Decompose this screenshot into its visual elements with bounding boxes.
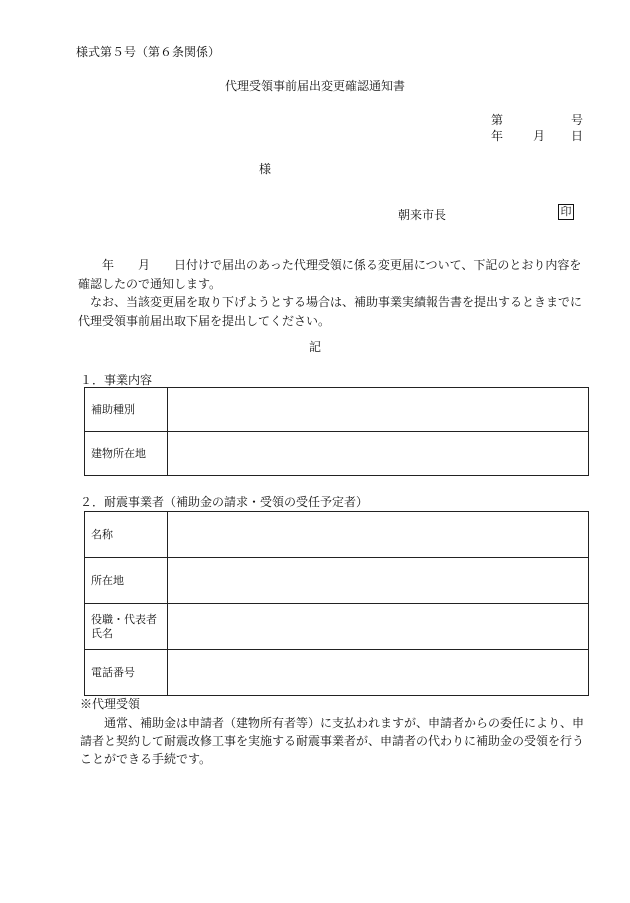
table-row: [85, 512, 589, 558]
table-row: [85, 650, 589, 696]
body-paragraph-1: 年 月 日付けで届出のあった代理受領に係る変更届について、下記のとおり内容を確認したので通知します。: [78, 258, 582, 291]
document-title: 代理受領事前届出変更確認通知書: [224, 79, 405, 93]
date-day: 日: [571, 129, 584, 143]
representative-label-line2: 氏名: [91, 626, 113, 640]
form-number: 様式第５号（第６条関係）: [76, 45, 221, 59]
contractor-table: [84, 511, 589, 696]
seal-mark: 印: [558, 204, 574, 220]
addressee-suffix: 様: [259, 162, 272, 176]
subsidy-type-label: 補助種別: [85, 388, 168, 432]
number-prefix: 第: [491, 113, 504, 127]
contractor-address-value[interactable]: [168, 558, 589, 604]
ki-heading: 記: [308, 340, 321, 354]
number-suffix: 号: [571, 113, 584, 127]
building-location-value[interactable]: [168, 432, 589, 476]
business-content-table: [84, 387, 589, 476]
note-body: 通常、補助金は申請者（建物所有者等）に支払われますが、申請者からの委任により、申請者と契約して耐震改修工事を実施する耐震事業者が、申請者の代わりに補助金の受領を行うことができる手続です。: [80, 716, 585, 766]
section2-heading: ２．耐震事業者（補助金の請求・受領の受任予定者）: [80, 495, 369, 509]
subsidy-type-value[interactable]: [168, 388, 589, 432]
issuer-name: 朝来市長: [398, 208, 447, 222]
contractor-name-label: 名称: [85, 512, 168, 558]
table-row: [85, 432, 589, 476]
note-heading: ※代理受領: [80, 697, 141, 711]
representative-value[interactable]: [168, 604, 589, 650]
table-row: [85, 558, 589, 604]
date-year: 年: [491, 129, 504, 143]
phone-value[interactable]: [168, 650, 589, 696]
contractor-address-label: 所在地: [85, 558, 168, 604]
body-paragraph-2: なお、当該変更届を取り下げようとする場合は、補助事業実績報告書を提出するときまでに代理受領事前届出取下届を提出してください。: [78, 295, 583, 328]
contractor-name-value[interactable]: [168, 512, 589, 558]
section1-heading: １．事業内容: [80, 373, 153, 387]
table-row: [85, 388, 589, 432]
representative-label-line1: 役職・代表者: [91, 612, 157, 626]
phone-label: 電話番号: [85, 650, 168, 696]
building-location-label: 建物所在地: [85, 432, 168, 476]
representative-label: [85, 604, 168, 650]
table-row: [85, 604, 589, 650]
date-month: 月: [533, 129, 546, 143]
